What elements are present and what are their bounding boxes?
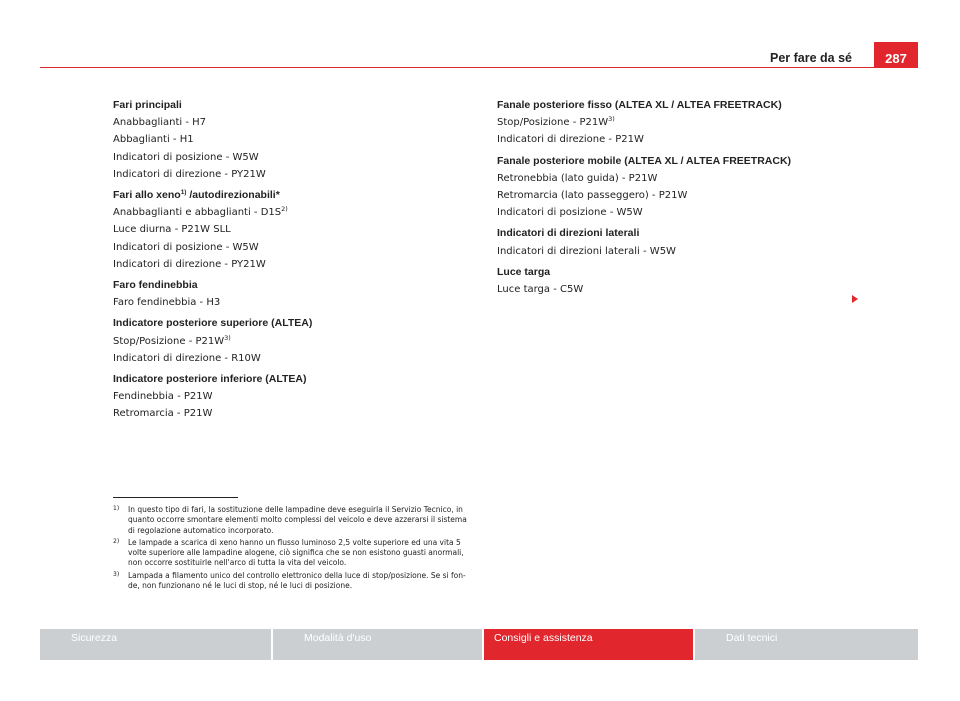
bulb-spec-line [497, 204, 877, 221]
section-title-text: Faro fendinebbia [113, 279, 198, 292]
footnote-number: 2) [113, 537, 120, 545]
bulb-spec-text: Luce targa - C5W [497, 284, 584, 296]
bulb-spec-line [113, 114, 463, 131]
nav-tab-dati-tecnici[interactable]: Dati tecnici [695, 629, 918, 660]
page-header-title: Per fare da sé [770, 51, 852, 65]
bulb-spec-line [497, 131, 877, 148]
section-title [113, 97, 463, 114]
bulb-spec-text: Anabbaglianti e abbaglianti - D1S [113, 207, 282, 219]
spec-section [113, 371, 463, 423]
section-title [497, 264, 877, 281]
bulb-spec-text: Indicatori di direzione - P21W [497, 134, 644, 146]
bulb-spec-text: Abbaglianti - H1 [113, 134, 194, 146]
bulb-spec-text: Indicatori di direzioni laterali - W5W [497, 245, 676, 257]
bulb-spec-text: Indicatori di direzione - R10W [113, 352, 261, 364]
section-title [113, 371, 463, 388]
bulb-spec-text: Indicatori di direzione - PY21W [113, 258, 266, 270]
bulb-spec-line [497, 243, 877, 260]
bulb-spec-line [113, 204, 463, 221]
footnote-text: In questo tipo di fari, la sostituzione delle lampadine deve eseguirla il Servizio Tecnico, in quanto occorre smontare elementi molto complessi del veicolo e deve azzerarsi il sistema di regolazione automatico incorporato. [128, 505, 467, 535]
bulb-spec-line [113, 294, 463, 311]
spec-section [497, 225, 877, 259]
bulb-spec-text: Retromarcia - P21W [113, 408, 213, 420]
bulb-spec-line [113, 350, 463, 367]
bulb-spec-line [113, 256, 463, 273]
section-title-text: Fanale posteriore fisso (ALTEA XL / ALTEA FREETRACK) [497, 99, 782, 111]
spec-section [113, 277, 463, 311]
bulb-spec-line [113, 239, 463, 256]
bulb-spec-line [113, 405, 463, 422]
bulb-spec-line [497, 114, 877, 131]
footnote [113, 571, 473, 592]
section-title-text: Fari allo xeno [113, 189, 181, 202]
footnote-ref: 3) [608, 115, 615, 124]
section-title-text: Fanale posteriore mobile (ALTEA XL / ALTEA FREETRACK) [497, 154, 792, 167]
left-column [113, 97, 463, 427]
footnote [113, 538, 473, 569]
bulb-spec-line [113, 149, 463, 166]
footnote-text: Le lampade a scarica di xeno hanno un flusso luminoso 2,5 volte superiore ed una vita 5 volte superiore alle lampadine alogene, ciò significa che se non esistono guasti anormali, non occorre sostituirle nell'arco di tutta la vita del veicolo. [128, 537, 464, 568]
section-title [113, 277, 463, 294]
section-title-suffix: /autodirezionabili* [186, 189, 280, 202]
bulb-spec-text: Fendinebbia - P21W [113, 391, 213, 403]
bulb-spec-line [497, 187, 877, 204]
header-divider [40, 67, 918, 68]
bulb-spec-line [497, 170, 877, 187]
page-number-badge: 287 [874, 42, 918, 68]
nav-tab-sicurezza[interactable]: Sicurezza [40, 629, 271, 660]
footnote-text: Lampada a filamento unico del controllo elettronico della luce di stop/posizione. Se si fon-de, non funzionano né le luci di stop, né le luci di posizione. [128, 570, 466, 591]
bottom-navigation [40, 629, 918, 660]
spec-section [113, 97, 463, 183]
bulb-spec-line [497, 281, 877, 298]
bulb-spec-text: Indicatori di direzione - PY21W [113, 168, 266, 180]
bulb-spec-text: Indicatori di posizione - W5W [113, 241, 259, 253]
bulb-spec-text: Anabbaglianti - H7 [113, 117, 207, 129]
section-title-text: Luce targa [497, 265, 551, 278]
bulb-spec-text: Faro fendinebbia - H3 [113, 297, 221, 309]
bulb-spec-text: Stop/Posizione - P21W [497, 117, 609, 129]
bulb-spec-text: Indicatori di posizione - W5W [497, 207, 643, 219]
bulb-spec-line [113, 388, 463, 405]
footnote-ref: 1) [180, 189, 187, 197]
section-title-text: Indicatore posteriore inferiore (ALTEA) [113, 373, 307, 386]
footnote-number: 3) [113, 570, 120, 578]
arrow-right-icon[interactable] [852, 295, 858, 303]
footnote-number: 1) [113, 505, 120, 512]
footnote-ref: 3) [224, 333, 231, 342]
section-title-text: Indicatore posteriore superiore (ALTEA) [113, 317, 313, 330]
bulb-spec-text: Indicatori di posizione - W5W [113, 151, 259, 163]
bulb-spec-text: Luce diurna - P21W SLL [113, 224, 231, 236]
section-title [497, 97, 877, 114]
section-title-text: Indicatori di direzioni laterali [497, 227, 640, 240]
footnotes [113, 505, 473, 593]
nav-tab-consigli-e-assistenza[interactable]: Consigli e assistenza [484, 629, 693, 660]
spec-section [497, 97, 877, 149]
spec-section [497, 153, 877, 222]
section-title-text: Fari principali [113, 99, 182, 111]
section-title [497, 225, 877, 242]
section-title [497, 153, 877, 170]
section-title [113, 187, 463, 204]
spec-section [113, 187, 463, 273]
spec-section [113, 315, 463, 367]
bulb-spec-text: Stop/Posizione - P21W [113, 335, 225, 347]
footnote [113, 505, 473, 536]
bulb-spec-line [113, 166, 463, 183]
bulb-spec-line [113, 333, 463, 350]
footnote-divider [113, 497, 238, 498]
bulb-spec-line [113, 131, 463, 148]
right-column [497, 97, 877, 302]
section-title [113, 315, 463, 332]
bulb-spec-text: Retromarcia (lato passeggero) - P21W [497, 190, 688, 202]
nav-tab-modalit-d-uso[interactable]: Modalità d'uso [273, 629, 482, 660]
bulb-spec-text: Retronebbia (lato guida) - P21W [497, 172, 658, 184]
spec-section [497, 264, 877, 298]
bulb-spec-line [113, 221, 463, 238]
footnote-ref: 2) [281, 205, 288, 214]
